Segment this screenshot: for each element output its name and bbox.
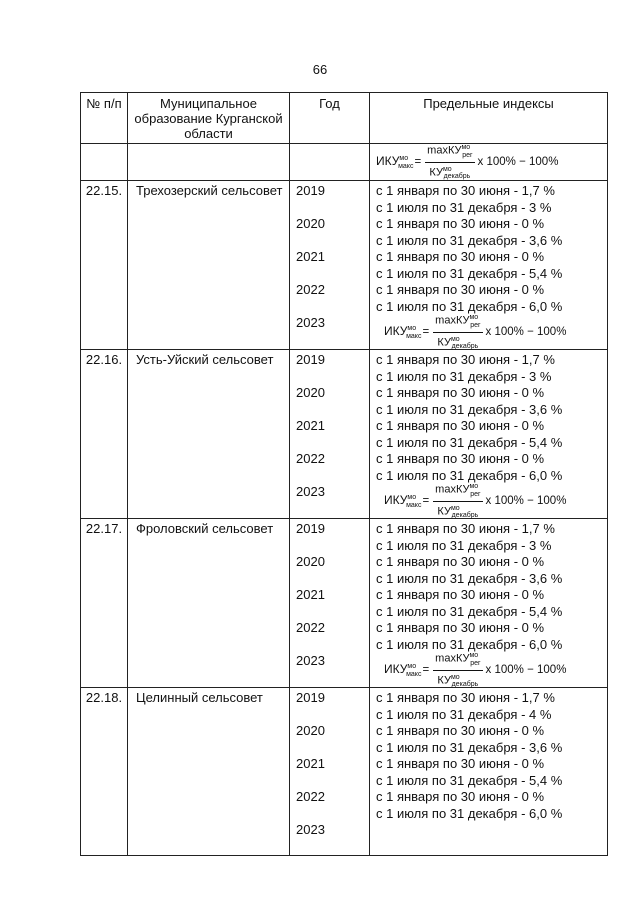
page-number: 66 [312, 62, 328, 77]
year-value: 2021 [296, 587, 325, 602]
index-line: с 1 января по 30 июня - 1,7 % [376, 183, 555, 198]
index-line: с 1 января по 30 июня - 0 % [376, 282, 545, 297]
year-value: 2020 [296, 216, 325, 231]
index-line: с 1 июля по 31 декабря - 3,6 % [376, 232, 563, 248]
row-number: 22.16. [81, 350, 128, 519]
years-cell [290, 688, 370, 856]
header-cell-num: № п/п [81, 93, 128, 144]
index-line: с 1 января по 30 июня - 0 % [376, 451, 545, 466]
table-row [81, 688, 608, 856]
year-value: 2022 [296, 282, 325, 297]
index-line: с 1 января по 30 июня - 0 % [376, 789, 545, 804]
year-value: 2023 [296, 484, 325, 499]
municipality-name: Усть-Уйский сельсовет [128, 350, 290, 519]
year-value: 2019 [296, 521, 325, 536]
index-line: с 1 января по 30 июня - 0 % [376, 756, 545, 771]
year-value: 2020 [296, 385, 325, 400]
index-line: с 1 июля по 31 декабря - 3 % [376, 199, 552, 215]
index-line: с 1 июля по 31 декабря - 3,6 % [376, 570, 563, 586]
index-line: с 1 января по 30 июня - 0 % [376, 554, 545, 569]
index-line: с 1 января по 30 июня - 1,7 % [376, 521, 555, 536]
years-cell [290, 181, 370, 350]
index-line: с 1 января по 30 июня - 0 % [376, 418, 545, 433]
index-line: с 1 января по 30 июня - 1,7 % [376, 690, 555, 705]
row-number: 22.17. [81, 519, 128, 688]
index-line: с 1 января по 30 июня - 0 % [376, 249, 545, 264]
index-line: с 1 июля по 31 декабря - 5,4 % [376, 772, 563, 788]
index-formula: $ИКУ^{мо}_{макс}$ = $\frac{\max КУ^{мо}_{рег}}{КУ^{мо}_{декабрь}}$ x 100% − 100% [376, 315, 607, 349]
index-line: с 1 июля по 31 декабря - 3 % [376, 537, 552, 553]
header-cell-index: Предельные индексы [370, 93, 608, 144]
year-value: 2019 [296, 690, 325, 705]
year-value: 2021 [296, 249, 325, 264]
index-line: с 1 июля по 31 декабря - 4 % [376, 706, 552, 722]
year-value: 2020 [296, 723, 325, 738]
table-row [81, 519, 608, 688]
year-value: 2019 [296, 183, 325, 198]
index-cell [370, 350, 608, 519]
index-line: с 1 июля по 31 декабря - 3,6 % [376, 401, 563, 417]
table-row [81, 350, 608, 519]
index-line: с 1 января по 30 июня - 0 % [376, 216, 545, 231]
index-cell [370, 181, 608, 350]
index-formula: $ИКУ^{мо}_{макс}$ = $\frac{\max КУ^{мо}_{рег}}{КУ^{мо}_{декабрь}}$ x 100% − 100% [376, 653, 607, 687]
index-formula: $ИКУ^{мо}_{макс}$ = $\frac{\max КУ^{мо}_{рег}}{КУ^{мо}_{декабрь}}$ x 100% − 100% [376, 484, 607, 518]
municipality-name: Трехозерский сельсовет [128, 181, 290, 350]
index-line: с 1 июля по 31 декабря - 6,0 % [376, 805, 563, 821]
year-value: 2023 [296, 315, 325, 330]
index-line: с 1 января по 30 июня - 0 % [376, 723, 545, 738]
formula-row [81, 144, 608, 181]
year-value: 2020 [296, 554, 325, 569]
index-cell [370, 688, 608, 856]
index-line: с 1 января по 30 июня - 0 % [376, 587, 545, 602]
index-line: с 1 января по 30 июня - 0 % [376, 620, 545, 635]
municipality-name: Целинный сельсовет [128, 688, 290, 856]
year-value: 2019 [296, 352, 325, 367]
year-value: 2022 [296, 620, 325, 635]
formula-cell [370, 144, 608, 181]
header-cell-name: Муниципальное образование Курганской области [128, 93, 290, 144]
table-row [81, 181, 608, 350]
index-line: с 1 июля по 31 декабря - 6,0 % [376, 636, 563, 652]
year-value: 2021 [296, 418, 325, 433]
index-line: с 1 июля по 31 декабря - 5,4 % [376, 434, 563, 450]
index-line: с 1 января по 30 июня - 0 % [376, 385, 545, 400]
index-formula: $ИКУ^{мо}_{макс}$ = $\frac{\max КУ^{мо}_{рег}}{КУ^{мо}_{декабрь}}$ x 100% − 100% [370, 144, 607, 180]
year-value: 2022 [296, 789, 325, 804]
years-cell [290, 350, 370, 519]
index-line: с 1 июля по 31 декабря - 5,4 % [376, 603, 563, 619]
row-number: 22.18. [81, 688, 128, 856]
index-line: с 1 июля по 31 декабря - 3,6 % [376, 739, 563, 755]
year-value: 2022 [296, 451, 325, 466]
year-value: 2023 [296, 653, 325, 668]
index-cell [370, 519, 608, 688]
index-line: с 1 января по 30 июня - 1,7 % [376, 352, 555, 367]
index-line: с 1 июля по 31 декабря - 6,0 % [376, 298, 563, 314]
row-number: 22.15. [81, 181, 128, 350]
municipality-name: Фроловский сельсовет [128, 519, 290, 688]
index-line: с 1 июля по 31 декабря - 5,4 % [376, 265, 563, 281]
header-cell-year: Год [290, 93, 370, 144]
years-cell [290, 519, 370, 688]
year-value: 2021 [296, 756, 325, 771]
table-header-row [81, 93, 608, 144]
indices-table [80, 92, 608, 856]
index-line: с 1 июля по 31 декабря - 6,0 % [376, 467, 563, 483]
index-line: с 1 июля по 31 декабря - 3 % [376, 368, 552, 384]
year-value: 2023 [296, 822, 325, 837]
